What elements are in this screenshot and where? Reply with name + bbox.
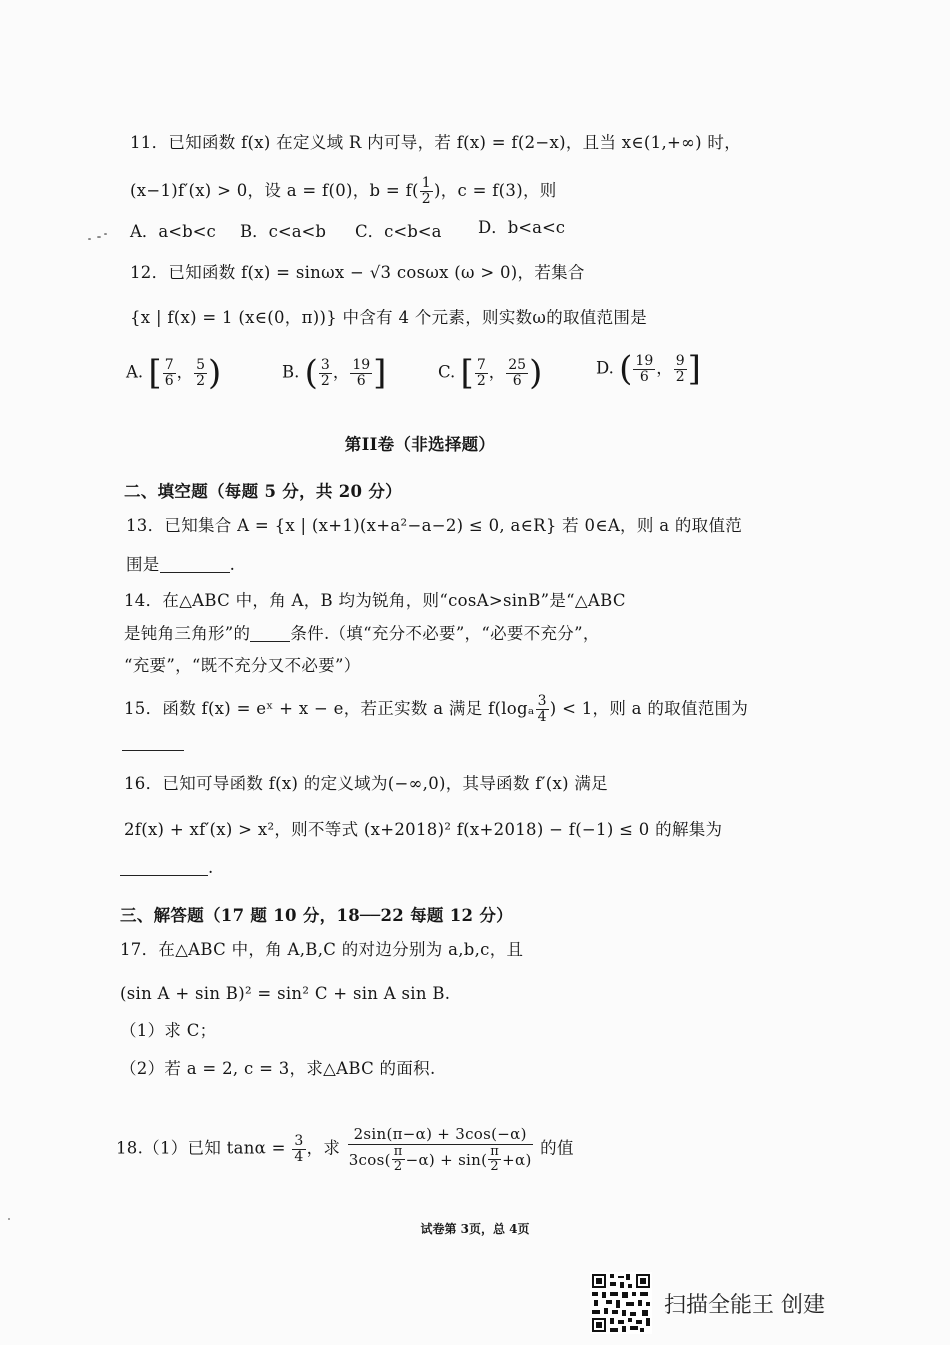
q12-opt-a-frac2 <box>194 358 207 389</box>
q18-line1-b: ，求 <box>306 1138 341 1158</box>
q18-line1-a: 18.（1）已知 tanα = <box>116 1138 286 1158</box>
q11-option-a: A．a<b<c <box>130 222 216 241</box>
q12-opt-b-n2: 19 <box>352 356 371 373</box>
q18-tan-fraction <box>292 1134 305 1165</box>
q12-opt-a-n2: 5 <box>196 356 206 373</box>
q15-fraction <box>536 694 549 725</box>
q12-opt-a-n1: 7 <box>164 356 174 373</box>
q13-line2-text: 围是 <box>126 555 160 574</box>
qr-code-icon <box>590 1272 652 1334</box>
scan-speck <box>97 236 101 238</box>
q11-frac-num: 1 <box>421 175 431 191</box>
q14-line2-a: 是钝角三角形”的 <box>124 624 251 643</box>
q12-opt-b-comma: ， <box>332 362 350 382</box>
q13-line1: 13．已知集合 A = {x | (x+1)(x+a²−a−2) ≤ 0, a∈R} 若 0∈A，则 a 的取值范 <box>126 516 743 535</box>
q12-opt-c-d2: 6 <box>512 372 522 389</box>
scanner-watermark <box>590 1272 850 1334</box>
q15-answer-blank <box>122 734 184 751</box>
q18-big-den-b: −α) + sin( <box>405 1150 488 1169</box>
q12-opt-d-frac2 <box>674 354 687 385</box>
q13-line2-end: . <box>229 555 236 574</box>
q12-option-b <box>282 353 387 393</box>
q18-den-frac2 <box>488 1145 501 1174</box>
q12-line2: {x | f(x) = 1 (x∈(0，π))} 中含有 4 个元素，则实数ω的取值范围是 <box>130 308 647 327</box>
q18-den-frac1-num: π <box>393 1144 403 1159</box>
q15-line1 <box>124 694 748 725</box>
q11-line2 <box>130 176 557 207</box>
q11-line1: 11．已知函数 f(x) 在定义域 R 内可导，若 f(x) = f(2−x)，且当 x∈(1,+∞) 时， <box>130 133 742 152</box>
q15-line1-b: ) < 1，则 a 的取值范围为 <box>549 699 749 718</box>
q18-den-frac2-den: 2 <box>490 1159 499 1174</box>
q12-opt-d-d2: 2 <box>675 368 685 385</box>
section3-title: 三、解答题（17 题 10 分，18──22 每题 12 分） <box>120 906 513 925</box>
q12-opt-c-d1: 2 <box>476 372 486 389</box>
q17-line3: （1）求 C； <box>120 1021 217 1040</box>
q16-line3 <box>120 857 214 879</box>
q15-frac-den: 4 <box>537 709 547 725</box>
q12-line1: 12．已知函数 f(x) = sinωx − √3 cosωx (ω > 0)，若集合 <box>130 263 585 282</box>
q12-opt-c-comma: ， <box>488 362 506 382</box>
q12-opt-b-left: ( <box>304 353 318 393</box>
q12-opt-c-left: [ <box>460 353 474 393</box>
q18-big-den-c: +α) <box>502 1150 532 1169</box>
q16-line1: 16．已知可导函数 f(x) 的定义域为(−∞,0)，其导函数 f′(x) 满足 <box>124 774 608 793</box>
q11-frac-den: 2 <box>421 191 431 207</box>
q12-opt-b-frac1 <box>319 358 332 389</box>
q14-line2 <box>124 623 600 645</box>
q12-opt-c-n2: 25 <box>508 356 527 373</box>
q13-answer-blank <box>160 556 230 573</box>
q14-line3: “充要”，“既不充分又不必要”） <box>124 656 361 675</box>
q12-opt-b-right: ] <box>373 353 387 393</box>
scanner-watermark-text: 扫描全能王 创建 <box>664 1293 825 1318</box>
q18-tan-num: 3 <box>294 1132 304 1149</box>
q16-line2: 2f(x) + xf′(x) > x²，则不等式 (x+2018)² f(x+2018) − f(−1) ≤ 0 的解集为 <box>124 820 723 839</box>
q12-opt-a-label: A. <box>126 362 144 382</box>
q12-opt-a-comma: ， <box>176 362 194 382</box>
q12-opt-a-right: ) <box>208 353 222 393</box>
q12-opt-c-right: ) <box>529 353 543 393</box>
q12-opt-d-d1: 6 <box>639 368 649 385</box>
q12-opt-d-comma: ， <box>656 358 673 378</box>
part2-title: 第II卷（非选择题） <box>344 435 496 454</box>
q11-line2-a: (x−1)f′(x) > 0，设 a = f(0)，b = f( <box>130 181 419 200</box>
q16-answer-blank <box>120 859 208 876</box>
q18-den-frac1-den: 2 <box>393 1159 403 1174</box>
q18-big-den <box>347 1145 534 1174</box>
q13-line2 <box>126 554 235 576</box>
q12-opt-b-label: B. <box>282 362 300 382</box>
q18-big-fraction <box>347 1124 534 1174</box>
q18-big-num: 2sin(π−α) + 3cos(−α) <box>348 1124 533 1145</box>
q18-line1-c: 的值 <box>540 1138 574 1158</box>
q14-line2-b: 条件.（填“充分不必要”，“必要不充分”， <box>290 624 600 643</box>
q18-tan-den: 4 <box>294 1148 304 1165</box>
q11-option-d: D．b<a<c <box>478 218 566 237</box>
q18-line1 <box>116 1124 574 1174</box>
q12-opt-a-d2: 2 <box>196 372 206 389</box>
q12-opt-a-left: [ <box>148 353 162 393</box>
q12-opt-b-n1: 3 <box>320 356 330 373</box>
q17-line4: （2）若 a = 2, c = 3，求△ABC 的面积. <box>120 1059 436 1078</box>
q12-opt-c-frac1 <box>475 358 488 389</box>
section2-title: 二、填空题（每题 5 分，共 20 分） <box>124 482 402 501</box>
q12-opt-d-label: D. <box>596 358 614 378</box>
q15-line2 <box>122 732 184 754</box>
q14-answer-blank <box>250 625 290 642</box>
q12-opt-d-frac1 <box>633 354 655 385</box>
q18-den-frac2-num: π <box>490 1144 500 1159</box>
q11-option-b: B．c<a<b <box>240 222 326 241</box>
q11-fraction <box>420 176 433 207</box>
q12-opt-b-d1: 2 <box>320 372 330 389</box>
scan-speck <box>104 233 107 235</box>
q15-line1-a: 15．函数 f(x) = eˣ + x − e，若正实数 a 满足 f(logₐ <box>124 699 535 718</box>
q12-opt-d-n1: 19 <box>635 352 654 369</box>
q11-option-c: C．c<b<a <box>355 222 442 241</box>
q12-opt-d-left: ( <box>619 349 633 389</box>
q11-line2-b: )，c = f(3)，则 <box>433 181 557 200</box>
q12-option-a <box>126 353 222 393</box>
q12-option-d <box>596 349 701 389</box>
scan-speck <box>88 238 91 240</box>
q17-line1: 17．在△ABC 中，角 A,B,C 的对边分别为 a,b,c，且 <box>120 940 524 959</box>
q18-den-frac1 <box>392 1145 405 1174</box>
q17-line2: (sin A + sin B)² = sin² C + sin A sin B. <box>120 984 451 1003</box>
q16-line3-end: . <box>208 858 214 877</box>
q12-opt-c-label: C. <box>438 362 456 382</box>
q12-opt-c-frac2 <box>506 358 528 389</box>
q12-opt-b-d2: 6 <box>356 372 366 389</box>
q12-opt-c-n1: 7 <box>476 356 486 373</box>
q14-line1: 14．在△ABC 中，角 A，B 均为锐角，则“cosA>sinB”是“△ABC <box>124 591 626 610</box>
q12-opt-b-frac2 <box>350 358 372 389</box>
q12-opt-d-right: ] <box>687 349 701 389</box>
q12-opt-a-d1: 6 <box>164 372 174 389</box>
q12-option-c <box>438 353 543 393</box>
q18-big-den-a: 3cos( <box>348 1150 391 1169</box>
scan-speck <box>8 1218 10 1220</box>
q15-frac-num: 3 <box>537 693 547 709</box>
page-footer: 试卷第 3页，总 4页 <box>420 1222 530 1236</box>
q12-opt-a-frac1 <box>163 358 176 389</box>
q12-opt-d-n2: 9 <box>675 352 685 369</box>
